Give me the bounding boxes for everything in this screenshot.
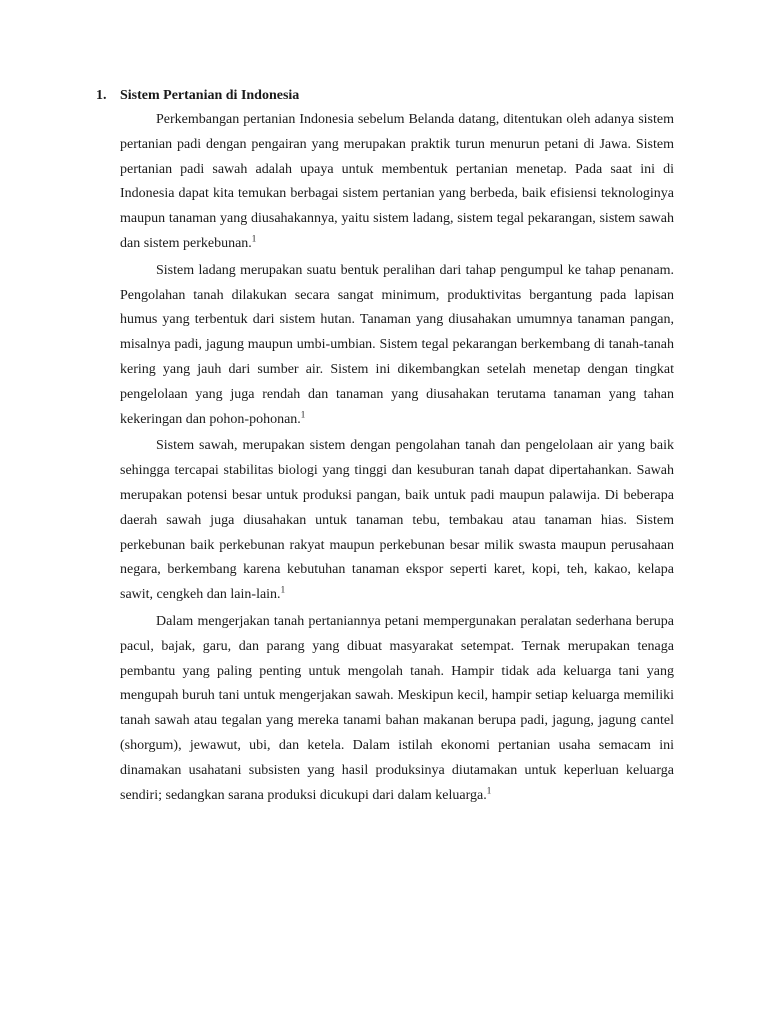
paragraph: [120, 259, 674, 433]
paragraph-text: Sistem sawah, merupakan sistem dengan pengolahan tanah dan pengelolaan air yang baik sehingga tercapai stabilitas biologi yang tinggi dan kesuburan tanah dapat dipertahankan. Sawah merupakan potensi besar untuk produksi pangan, baik untuk padi maupun palawija. Di beberapa daerah sawah juga diusahakan untuk tanaman tebu, tembakau atau tanaman hias. Sistem perkebunan baik perkebunan rakyat maupun perkebunan besar milik swasta maupun perusahaan negara, berkembang karena kebutuhan tanaman ekspor seperti karet, kopi, teh, kakao, kelapa sawit, cengkeh dan lain-lain.: [120, 438, 674, 603]
paragraph: [120, 610, 674, 808]
footnote-marker: 1: [280, 584, 286, 595]
paragraph-text: Sistem ladang merupakan suatu bentuk peralihan dari tahap pengumpul ke tahap penanam. Pengolahan tanah dilakukan secara sangat minimum, produktivitas bergantung pada lapisan humus yang terbentuk dari sistem hutan. Tanaman yang diusahakan umumnya tanaman pangan, misalnya padi, jagung maupun umbi-umbian. Sistem tegal pekarangan berkembang di tanah-tanah kering yang jauh dari sumber air. Sistem ini dikembangkan setelah menetap dengan tingkat pengelolaan yang juga rendah dan tanaman yang diusahakan terutama tanaman yang tahan kekeringan dan pohon-pohonan.: [120, 262, 674, 427]
footnote-marker: 1: [300, 408, 306, 419]
section-heading: [96, 86, 676, 106]
paragraph-text: Dalam mengerjakan tanah pertaniannya petani mempergunakan peralatan sederhana berupa pacul, bajak, garu, dan parang yang dibuat masyarakat setempat. Ternak merupakan tenaga pembantu yang paling penting untuk mengolah tanah. Hampir tidak ada keluarga tani yang mengupah buruh tani untuk mengerjakan sawah. Meskipun kecil, hampir setiap keluarga memiliki tanah sawah atau tegalan yang mereka tanami bahan makanan berupa padi, jagung, jagung cantel (shorgum), jewawut, ubi, dan ketela. Dalam istilah ekonomi pertanian usaha semacam ini dinamakan usahatani subsisten yang hasil produksinya diutamakan untuk keperluan keluarga sendiri; sedangkan sarana produksi dicukupi dari dalam keluarga.: [120, 613, 674, 803]
paragraph-text: Perkembangan pertanian Indonesia sebelum Belanda datang, ditentukan oleh adanya sistem pertanian padi dengan pengairan yang merupakan praktik turun menurun petani di Jawa. Sistem pertanian padi sawah adalah upaya untuk membentuk pertanian menetap. Pada saat ini di Indonesia dapat kita temukan berbagai sistem pertanian yang berbeda, baik efisiensi teknologinya maupun tanaman yang diusahakannya, yaitu sistem ladang, sistem tegal pekarangan, sistem sawah dan sistem perkebunan.: [120, 112, 674, 251]
footnote-marker: 1: [251, 233, 257, 244]
section-number: 1.: [96, 88, 107, 103]
section: [96, 86, 676, 808]
section-body: [120, 108, 674, 808]
paragraph: [120, 434, 674, 608]
paragraph: [120, 108, 674, 257]
section-title: Sistem Pertanian di Indonesia: [120, 88, 300, 103]
footnote-marker: 1: [486, 784, 492, 795]
